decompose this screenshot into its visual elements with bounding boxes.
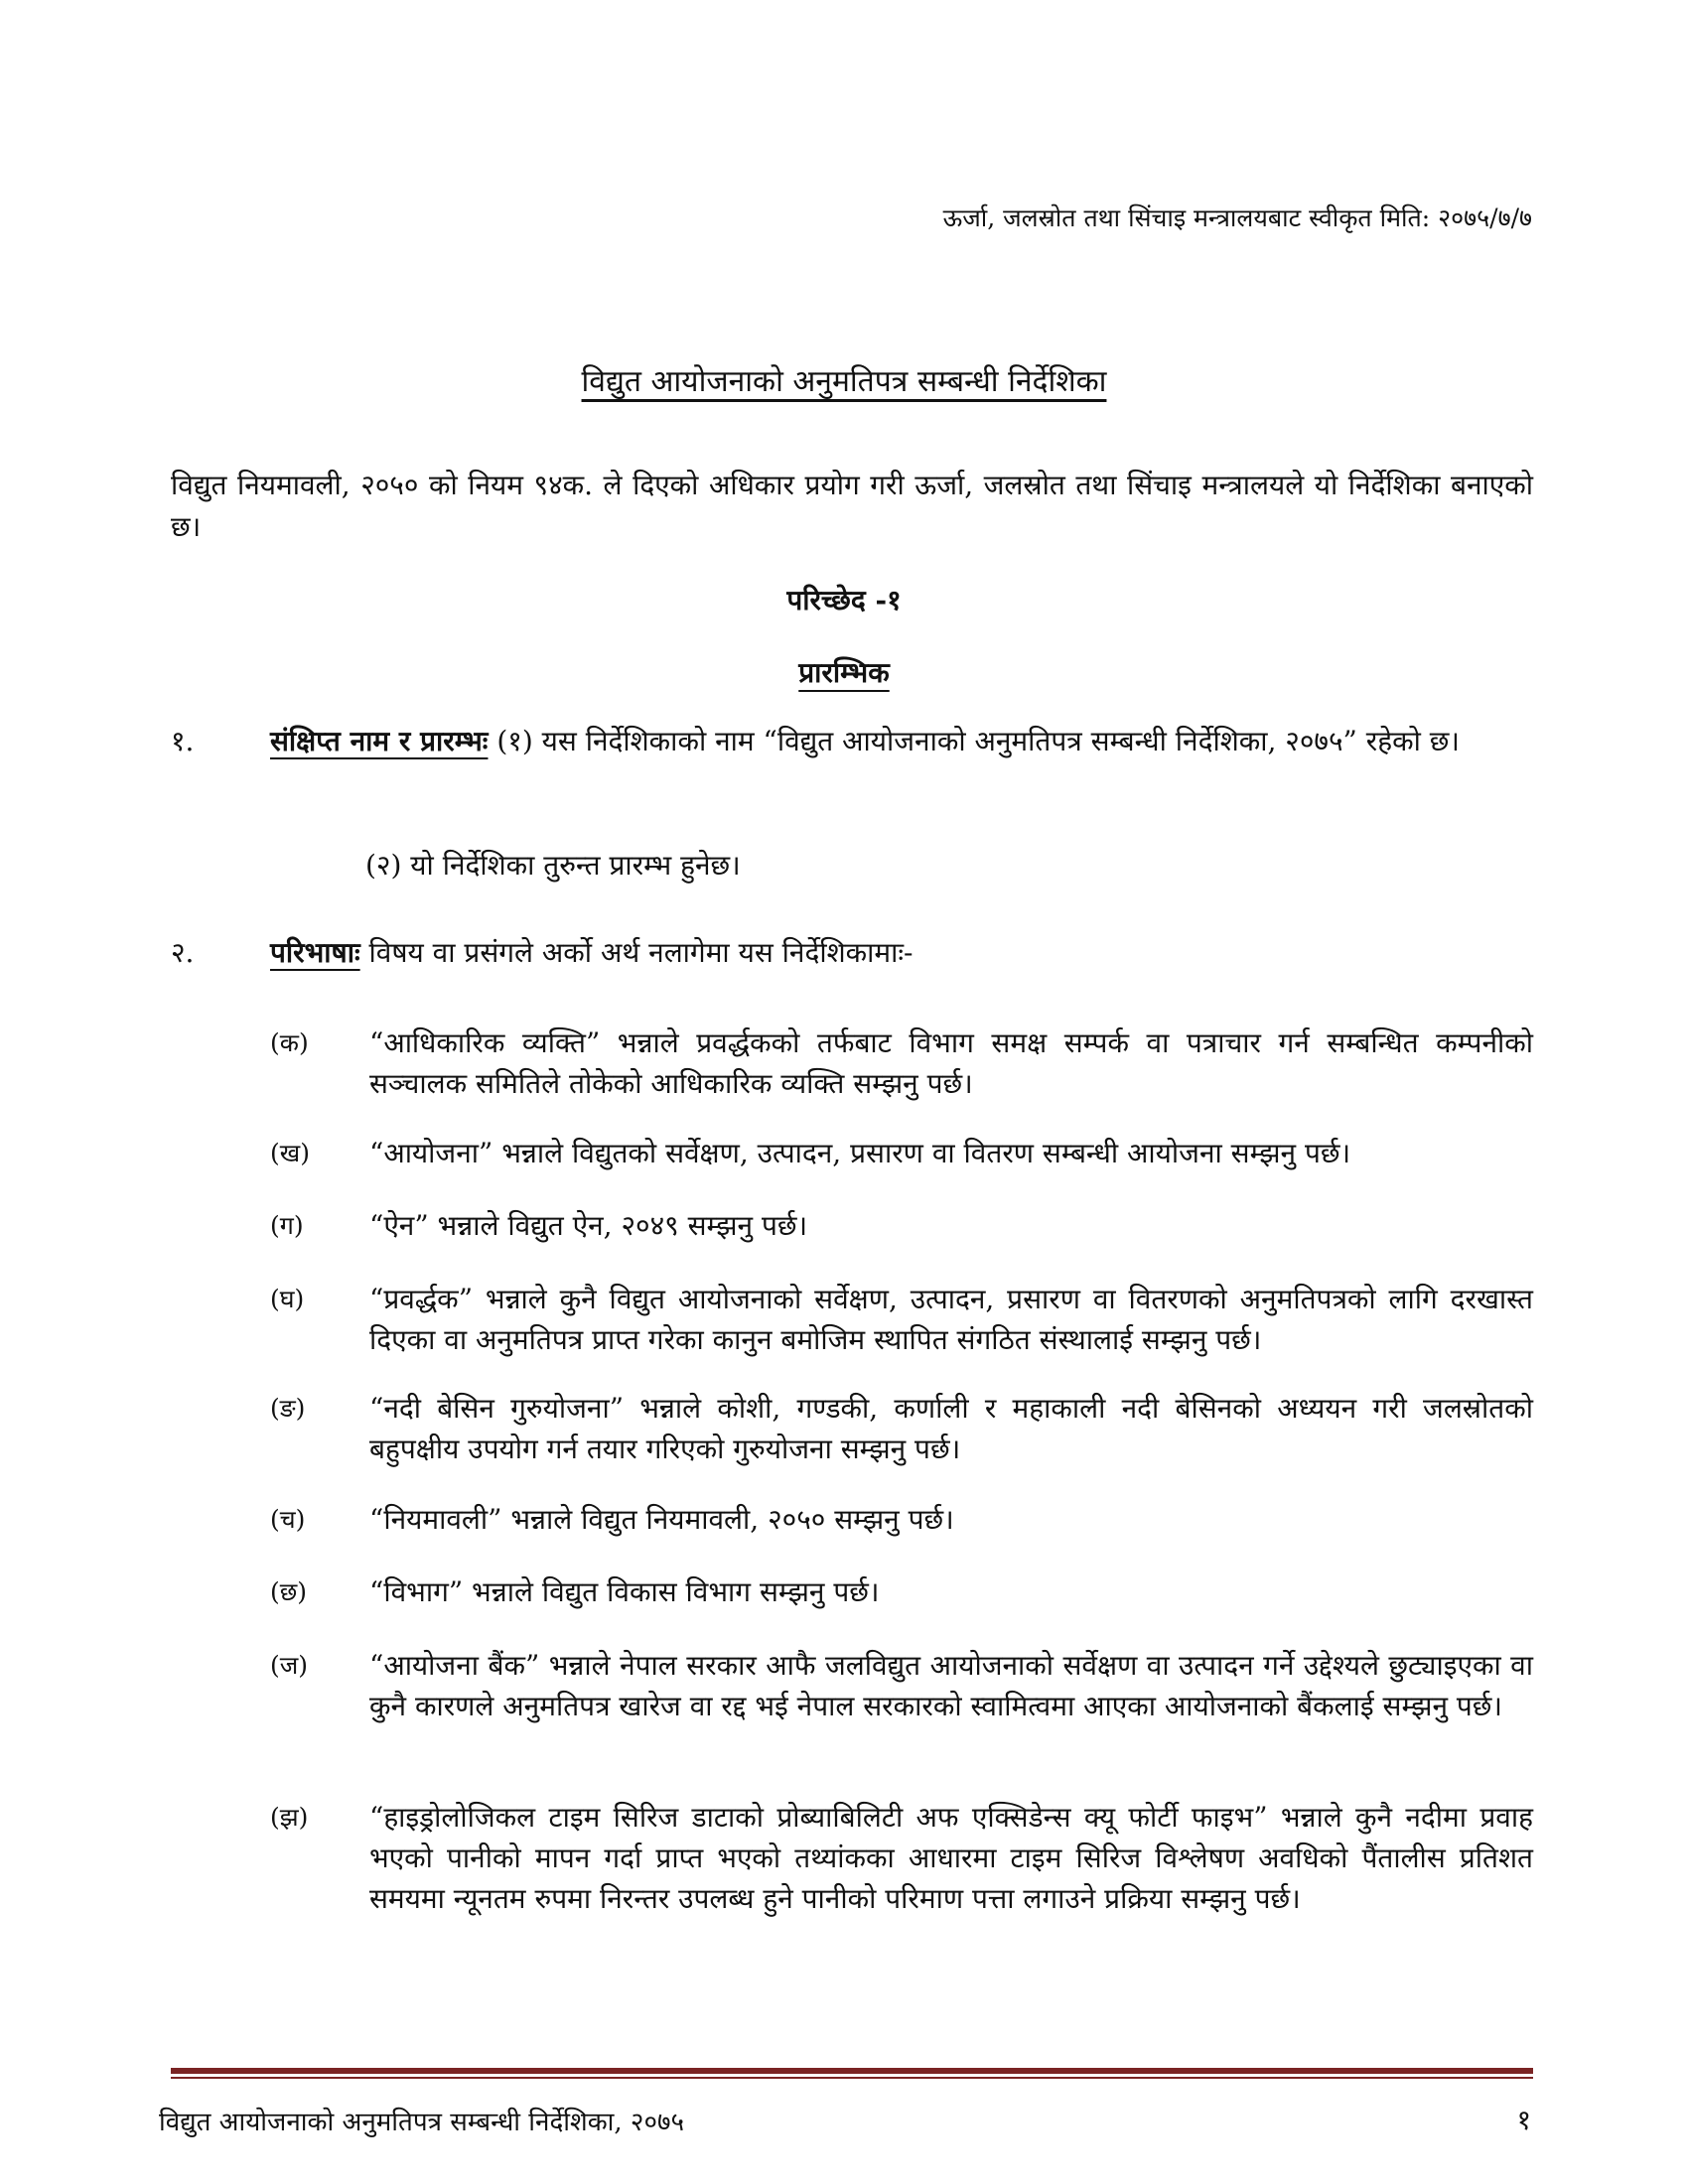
section-text: विषय वा प्रसंगले अर्को अर्थ नलागेमा यस निर्देशिकामाः- <box>359 936 914 969</box>
section-body <box>270 933 1533 973</box>
section-heading: संक्षिप्त नाम र प्रारम्भः <box>270 725 489 757</box>
definition-text: “हाइड्रोलोजिकल टाइम सिरिज डाटाको प्रोब्याबिलिटी अफ एक्सिडेन्स क्यू फोर्टी फाइभ” भन्नाले कुनै नदीमा प्रवाह भएको पानीको मापन गर्दा प्राप्त भएको तथ्यांकका आधारमा टाइम सिरिज विश्लेषण अवधिको पैंतालीस प्रतिशत समयमा न्यूनतम रुपमा निरन्तर उपलब्ध हुने पानीको परिमाण पत्ता लगाउने प्रक्रिया सम्झनु पर्छ। <box>369 1801 1533 1915</box>
preamble-paragraph: विद्युत नियमावली, २०५० को नियम ९४क. ले दिएको अधिकार प्रयोग गरी ऊर्जा, जलस्रोत तथा सिंचाइ मन्त्रालयले यो निर्देशिका बनाएको छ। <box>171 469 1533 543</box>
section-text: (१) यस निर्देशिकाको नाम “विद्युत आयोजनाको अनुमतिपत्र सम्बन्धी निर्देशिका, २०७५” रहेको छ। <box>488 725 1460 757</box>
document-title: विद्युत आयोजनाको अनुमतिपत्र सम्बन्धी निर्देशिका <box>581 364 1107 399</box>
definition-mark: (घ) <box>270 1285 305 1313</box>
footer-document-title: विद्युत आयोजनाको अनुमतिपत्र सम्बन्धी निर्देशिका, २०७५ <box>159 2108 685 2137</box>
section-body <box>270 722 1533 761</box>
footer-rule-thin <box>171 2077 1533 2079</box>
definition-text: “ऐन” भन्नाले विद्युत ऐन, २०४९ सम्झनु पर्छ। <box>369 1209 808 1242</box>
section-heading: परिभाषाः <box>270 936 360 969</box>
footer-rule-thick <box>171 2068 1533 2074</box>
definition-mark: (क) <box>270 1028 309 1057</box>
chapter-number: परिच्छेद -१ <box>786 584 902 616</box>
definition-mark: (च) <box>270 1505 306 1534</box>
definition-mark: (ज) <box>270 1651 309 1680</box>
definition-text: “नियमावली” भन्नाले विद्युत नियमावली, २०५० सम्झनु पर्छ। <box>369 1503 954 1536</box>
section-1-subclause-2: (२) यो निर्देशिका तुरुन्त प्रारम्भ हुनेछ। <box>365 849 741 882</box>
definition-mark: (छ) <box>270 1577 308 1606</box>
definition-text: “प्रवर्द्धक” भन्नाले कुनै विद्युत आयोजनाको सर्वेक्षण, उत्पादन, प्रसारण वा वितरणको अनुमतिपत्रको लागि दरखास्त दिएका वा अनुमतिपत्र प्राप्त गरेका कानुन बमोजिम स्थापित संगठित संस्थालाई सम्झनु पर्छ। <box>369 1283 1533 1356</box>
chapter-name: प्रारम्भिक <box>798 656 890 689</box>
approval-date-line: ऊर्जा, जलस्रोत तथा सिंचाइ मन्त्रालयबाट स्वीकृत मिति: २०७५/७/७ <box>942 204 1532 232</box>
definition-text: “विभाग” भन्नाले विद्युत विकास विभाग सम्झनु पर्छ। <box>369 1575 880 1608</box>
section-number: २. <box>171 936 195 969</box>
page-number: १ <box>1516 2104 1531 2136</box>
definition-text: “आधिकारिक व्यक्ति” भन्नाले प्रवर्द्धकको तर्फबाट विभाग समक्ष सम्पर्क वा पत्राचार गर्न सम्बन्धित कम्पनीको सञ्चालक समितिले तोकेको आधिकारिक व्यक्ति सम्झनु पर्छ। <box>369 1026 1533 1100</box>
definition-mark: (ङ) <box>270 1394 306 1423</box>
definition-text: “नदी बेसिन गुरुयोजना” भन्नाले कोशी, गण्डकी, कर्णाली र महाकाली नदी बेसिनको अध्ययन गरी जलस्रोतको बहुपक्षीय उपयोग गर्न तयार गरिएको गुरुयोजना सम्झनु पर्छ। <box>369 1392 1533 1465</box>
definition-text: “आयोजना” भन्नाले विद्युतको सर्वेक्षण, उत्पादन, प्रसारण वा वितरण सम्बन्धी आयोजना सम्झनु पर्छ। <box>369 1137 1351 1169</box>
definition-mark: (ख) <box>270 1139 310 1167</box>
definition-text: “आयोजना बैंक” भन्नाले नेपाल सरकार आफै जलविद्युत आयोजनाको सर्वेक्षण वा उत्पादन गर्ने उद्देश्यले छुट्याइएका वा कुनै कारणले अनुमतिपत्र खारेज वा रद्द भई नेपाल सरकारको स्वामित्वमा आएका आयोजनाको बैंकलाई सम्झनु पर्छ। <box>369 1649 1533 1722</box>
definition-mark: (ग) <box>270 1211 304 1240</box>
definition-mark: (झ) <box>270 1803 309 1832</box>
section-number: १. <box>171 725 195 757</box>
